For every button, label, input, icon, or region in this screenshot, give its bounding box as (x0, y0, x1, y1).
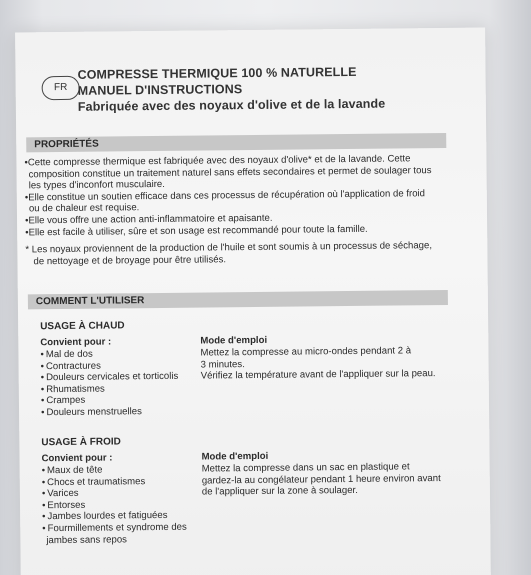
text-line: •Elle vous offre une action anti-inflammatoire et apaisante. (24, 212, 273, 227)
text-line: jambes sans repos (46, 533, 127, 546)
text-line: ou de chaleur est requise. (28, 202, 140, 215)
document-header (77, 65, 385, 116)
list-item: • Contractures (41, 359, 179, 372)
text-line: gardez-la au congélateur pendant 1 heure environ avant (201, 472, 441, 487)
list-item: • Douleurs menstruelles (41, 406, 179, 419)
list-item: • Rhumatismes (41, 383, 179, 396)
froid-mode-label: Mode d'emploi (201, 450, 269, 463)
list-item: • Chocs et traumatismes (42, 475, 187, 488)
manual-title: MANUEL D'INSTRUCTIONS (77, 82, 243, 98)
chaud-mode-text (200, 345, 450, 382)
text-line: 3 minutes. (200, 358, 245, 371)
footnote-line: de nettoyage et de broyage pour être utilisés. (33, 254, 227, 268)
list-item: • Mal de dos (40, 348, 178, 361)
product-subtitle: Fabriquée avec des noyaux d'olive et de la lavande (77, 96, 386, 114)
section-band-proprietes: PROPRIÉTÉS (26, 133, 446, 152)
list-item: • Douleurs cervicales et torticolis (41, 371, 179, 384)
froid-conditions-list (42, 464, 187, 547)
froid-mode-text (202, 461, 452, 498)
chaud-conditions-list (40, 348, 178, 419)
section-band-comment: COMMENT L'UTILISER (28, 290, 448, 309)
text-line: Mettez la compresse dans un sac en plastique et (201, 461, 410, 475)
list-item: • Maux de tête (42, 464, 187, 477)
text-line: •Elle constitue un soutien efficace dans ces processus de récupération où l'application de froid (24, 187, 426, 204)
list-item: • Entorses (42, 498, 187, 511)
usage-chaud-heading: USAGE À CHAUD (40, 320, 125, 333)
text-line: •Cette compresse thermique est fabriquée avec des noyaux d'olive* et de la lavande. Cette (24, 153, 411, 169)
list-item: • Crampes (41, 394, 179, 407)
product-title: COMPRESSE THERMIQUE 100 % NATURELLE (77, 64, 357, 82)
chaud-convient-label: Convient pour : (40, 336, 112, 349)
list-item-continuation (42, 533, 187, 546)
footnote-line: * Les noyaux proviennent de la production de l'huile et sont soumis à un processus de séchage, (25, 240, 433, 256)
text-line: Vérifiez la température avant de l'appliquer sur la peau. (200, 368, 436, 382)
text-line: de l'appliquer sur la zone à soulager. (201, 485, 358, 498)
text-line: Mettez la compresse au micro-ondes pendant 2 à (200, 345, 412, 359)
froid-convient-label: Convient pour : (41, 452, 113, 465)
list-item: • Fourmillements et syndrome des (42, 522, 187, 535)
text-line: •Elle est facile à utiliser, sûre et son usage est recommandé pour toute la famille. (25, 223, 368, 238)
list-item: • Jambes lourdes et fatiguées (42, 510, 187, 523)
language-badge: FR (42, 76, 80, 100)
instruction-sheet (15, 28, 491, 575)
proprietes-text (24, 153, 445, 268)
list-item: • Varices (42, 487, 187, 500)
usage-froid-heading: USAGE À FROID (41, 436, 121, 449)
text-line: les types d'inconfort musculaire. (28, 179, 165, 192)
chaud-mode-label: Mode d'emploi (200, 334, 268, 347)
text-line: composition constitue un traitement naturel sans effets secondaires et permet de soulager tous (28, 164, 432, 180)
